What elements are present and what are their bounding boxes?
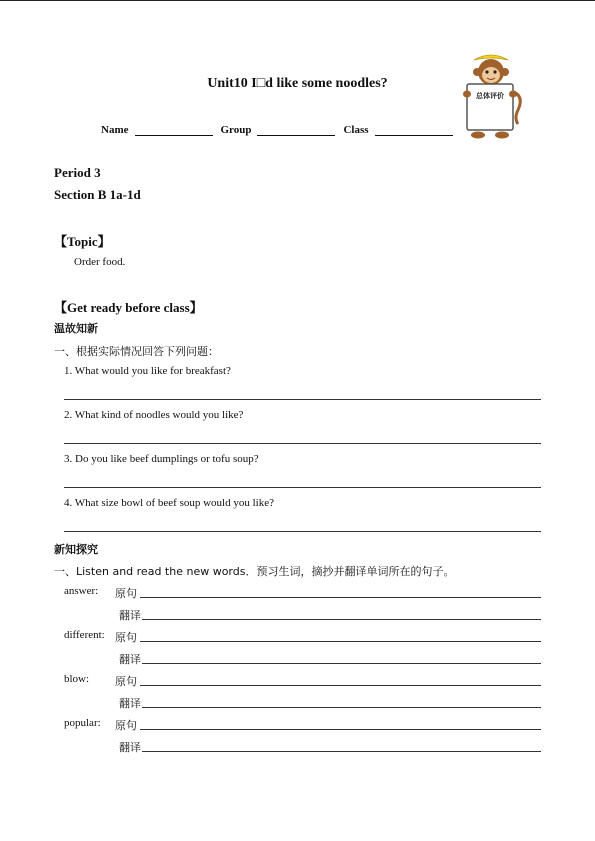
sentence-line-popular[interactable] <box>140 729 541 730</box>
answer-line-4[interactable] <box>64 531 541 532</box>
class-label: Class <box>343 124 369 136</box>
question-2: 2. What kind of noodles would you like? <box>64 409 244 421</box>
question-1: 1. What would you like for breakfast? <box>64 365 231 377</box>
answer-line-3[interactable] <box>64 487 541 488</box>
name-label: Name <box>101 124 129 136</box>
translation-line-different[interactable] <box>142 663 541 664</box>
translation-label: 翻译 <box>119 653 141 666</box>
explore-instruction: 一、Listen and read the new words．预习生词，摘抄并翻译单词所在的句子。 <box>54 565 455 578</box>
answer-line-1[interactable] <box>64 399 541 400</box>
word-answer: answer: <box>64 585 99 597</box>
word-blow: blow: <box>64 673 90 685</box>
group-label: Group <box>220 124 252 136</box>
group-field[interactable] <box>257 123 335 136</box>
sentence-line-blow[interactable] <box>140 685 541 686</box>
review-instruction: 一、根据实际情况回答下列问题： <box>54 345 219 358</box>
period-label: Period 3 <box>54 165 101 180</box>
explore-heading: 新知探究 <box>54 543 98 556</box>
translation-line-blow[interactable] <box>142 707 541 708</box>
translation-line-answer[interactable] <box>142 619 541 620</box>
mascot-sign-text: 总体评价 <box>476 92 504 100</box>
name-field[interactable] <box>135 123 213 136</box>
review-heading: 温故知新 <box>54 322 98 335</box>
topic-text: Order food. <box>74 256 126 268</box>
ready-heading: 【Get ready before class】 <box>54 300 203 315</box>
translation-line-popular[interactable] <box>142 751 541 752</box>
word-popular: popular: <box>64 717 101 729</box>
sentence-label: 原句 <box>115 587 137 600</box>
topic-heading: 【Topic】 <box>54 234 111 249</box>
sentence-line-different[interactable] <box>140 641 541 642</box>
sentence-label: 原句 <box>115 675 137 688</box>
translation-label: 翻译 <box>119 609 141 622</box>
monkey-mascot-icon <box>458 52 524 142</box>
question-3: 3. Do you like beef dumplings or tofu soup? <box>64 453 259 465</box>
top-rule <box>0 0 595 1</box>
sentence-line-answer[interactable] <box>140 597 541 598</box>
translation-label: 翻译 <box>119 697 141 710</box>
word-different: different: <box>64 629 105 641</box>
page-title: Unit10 I□d like some noodles? <box>207 76 388 91</box>
student-info-row <box>101 123 461 136</box>
translation-label: 翻译 <box>119 741 141 754</box>
class-field[interactable] <box>375 123 453 136</box>
answer-line-2[interactable] <box>64 443 541 444</box>
sentence-label: 原句 <box>115 631 137 644</box>
sentence-label: 原句 <box>115 719 137 732</box>
section-label: Section B 1a-1d <box>54 187 141 202</box>
question-4: 4. What size bowl of beef soup would you like? <box>64 497 274 509</box>
